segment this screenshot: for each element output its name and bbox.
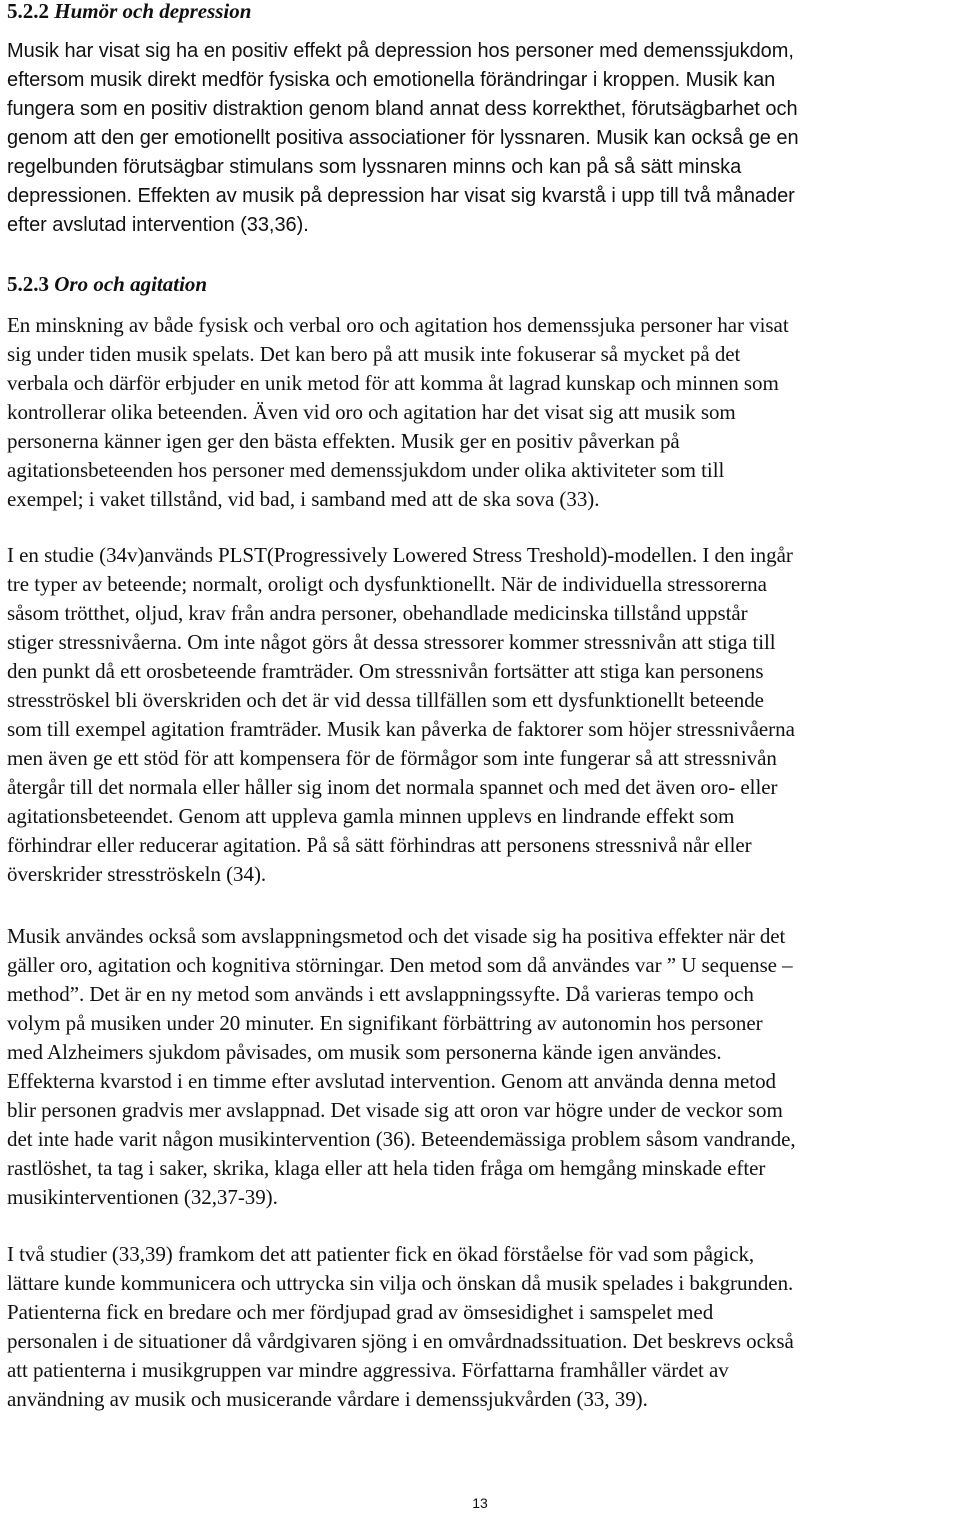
section-title: Humör och depression: [54, 0, 252, 23]
page-number: 13: [472, 1495, 488, 1511]
section-heading-oro-agitation: [7, 270, 207, 299]
paragraph-humor-depression: Musik har visat sig ha en positiv effekt på depression hos personer med demenssjukdom, eftersom musik direkt medför fysiska och emotionella förändringar i kroppen. Musik kan fungera som en positiv distraktion genom bland annat dess korrekthet, förutsägbarhet och genom att den ger emotionellt positiva associationer för lyssnaren. Musik kan också ge en regelbunden förutsägbar stimulans som lyssnaren minns och kan på så sätt minska depressionen. Effekten av musik på depression har visat sig kvarstå i upp till två månader efter avslutad intervention (33,36).: [7, 40, 799, 236]
section-title: Oro och agitation: [54, 272, 208, 296]
paragraph-oro-agitation-2: I en studie (34v)används PLST(Progressively Lowered Stress Treshold)-modellen. I den ingår tre typer av beteende; normalt, oroligt och dysfunktionellt. När de individuella stressorerna såsom trötthet, oljud, krav från andra personer, obehandlade medicinska tillstånd uppstår stiger stressnivåerna. Om inte något görs åt dessa stressorer kommer stressnivån att stiga till den punkt då ett orosbeteende framträder. Om stressnivån fortsätter att stiga kan personens stresströskel bli överskriden och det är vid dessa tillfällen som ett dysfunktionellt beteende som till exempel agitation framträder. Musik kan påverka de faktorer som höjer stressnivåerna men även ge ett stöd för att kompensera för de förmågor som inte fungerar så att stressnivån återgår till det normala eller håller sig inom det normala spannet och med det även oro- eller agitationsbeteendet. Genom att uppleva gamla minnen upplevs en lindrande effekt som förhindrar eller reducerar agitation. På så sätt förhindras att personens stressnivå når eller överskrider stresströskeln (34).: [7, 543, 795, 886]
section-number: 5.2.3: [7, 272, 49, 296]
section-heading-humor-depression: [7, 0, 251, 26]
section-number: 5.2.2: [7, 0, 49, 23]
paragraph-oro-agitation-3: Musik användes också som avslappningsmetod och det visade sig ha positiva effekter när det gäller oro, agitation och kognitiva störningar. Den metod som då användes var ” U sequense – method”. Det är en ny metod som används i ett avslappningssyfte. Då varieras tempo och volym på musiken under 20 minuter. En signifikant förbättring av autonomin hos personer med Alzheimers sjukdom påvisades, om musik som personerna kände igen användes. Effekterna kvarstod i en timme efter avslutad intervention. Genom att använda denna metod blir personen gradvis mer avslappnad. Det visade sig att oron var högre under de veckor som det inte hade varit någon musikintervention (36). Beteendemässiga problem såsom vandrande, rastlöshet, ta tag i saker, skrika, klaga eller att hela tiden fråga om hemgång minskade efter musikinterventionen (32,37-39).: [7, 924, 796, 1209]
paragraph-oro-agitation-4: I två studier (33,39) framkom det att patienter fick en ökad förståelse för vad som pågick, lättare kunde kommunicera och uttrycka sin vilja och önskan då musik spelades i bakgrunden. Patienterna fick en bredare och mer fördjupad grad av ömsesidighet i samspelet med personalen i de situationer då vårdgivaren sjöng i en omvårdnadssituation. Det beskrevs också att patienterna i musikgruppen var mindre aggressiva. Författarna framhåller värdet av användning av musik och musicerande vårdare i demenssjukvården (33, 39).: [7, 1242, 794, 1411]
paragraph-oro-agitation-1: En minskning av både fysisk och verbal oro och agitation hos demenssjuka personer har visat sig under tiden musik spelats. Det kan bero på att musik inte fokuserar så mycket på det verbala och därför erbjuder en unik metod för att komma åt lagrad kunskap och minnen som kontrollerar olika beteenden. Även vid oro och agitation har det visat sig att musik som personerna känner igen ger den bästa effekten. Musik ger en positiv påverkan på agitationsbeteenden hos personer med demenssjukdom under olika aktiviteter som till exempel; i vaket tillstånd, vid bad, i samband med att de ska sova (33).: [7, 313, 789, 511]
